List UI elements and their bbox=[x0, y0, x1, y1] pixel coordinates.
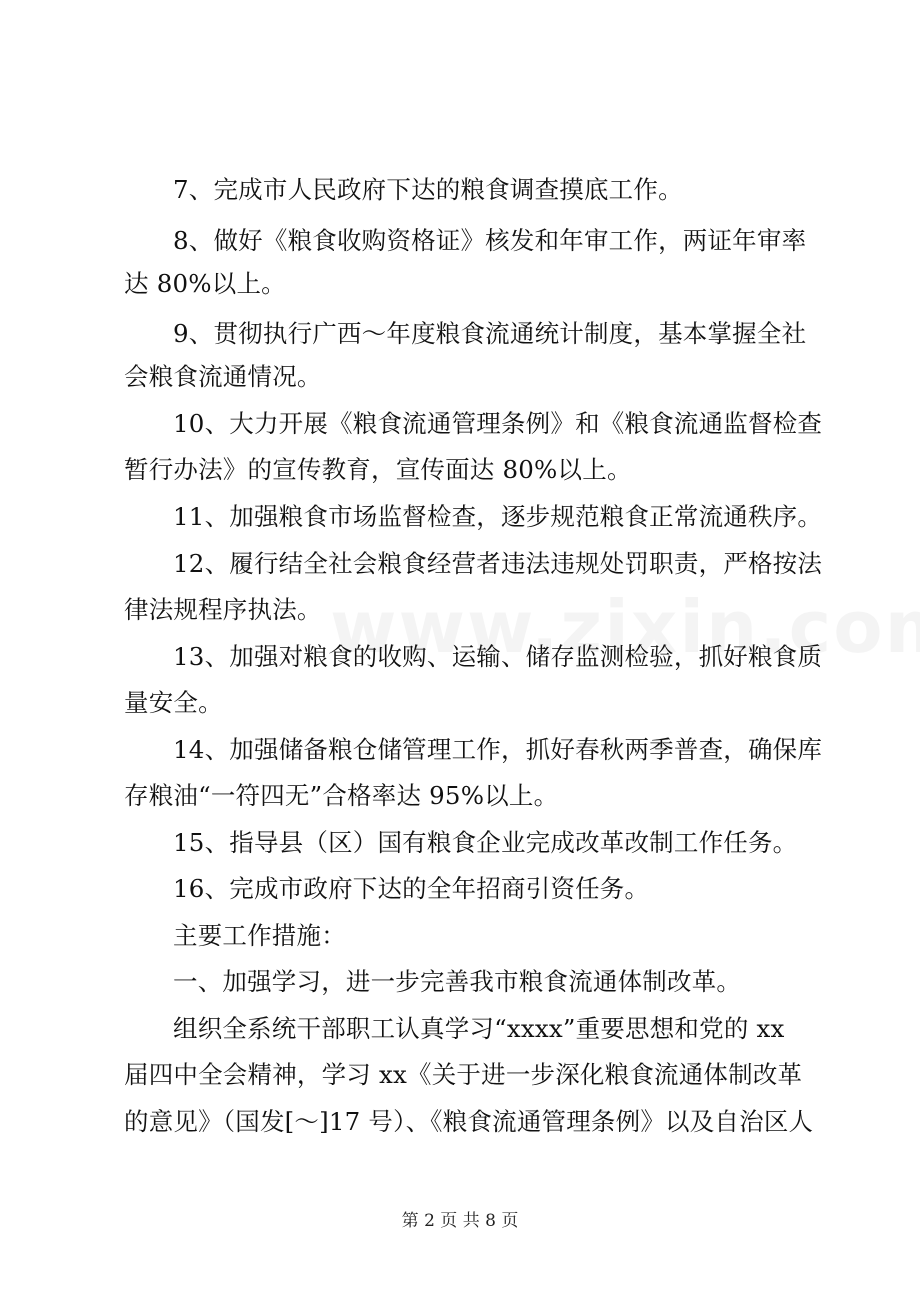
paragraph-line: 组织全系统干部职工认真学习“xxxx”重要思想和党的 xx bbox=[173, 1014, 785, 1043]
paragraph-line: 存粮油“一符四无”合格率达 95%以上。 bbox=[124, 781, 559, 810]
paragraph-line: 13、加强对粮食的收购、运输、储存监测检验，抓好粮食质 bbox=[173, 642, 823, 671]
section-heading: 一、加强学习，进一步完善我市粮食流通体制改革。 bbox=[173, 967, 742, 996]
paragraph-line: 16、完成市政府下达的全年招商引资任务。 bbox=[173, 874, 650, 903]
paragraph-line: 届四中全会精神，学习 xx《关于进一步深化粮食流通体制改革 bbox=[124, 1060, 803, 1089]
paragraph-line: 的意见》（国发[～]17 号）、《粮食流通管理条例》以及自治区人 bbox=[124, 1107, 814, 1136]
section-heading: 主要工作措施： bbox=[173, 921, 346, 950]
paragraph-line: 7、完成市人民政府下达的粮食调查摸底工作。 bbox=[173, 175, 683, 204]
paragraph-line: 9、贯彻执行广西～年度粮食流通统计制度，基本掌握全社 bbox=[173, 319, 807, 348]
paragraph-line: 达 80%以上。 bbox=[124, 269, 286, 298]
paragraph-line: 15、指导县（区）国有粮食企业完成改革改制工作任务。 bbox=[173, 828, 798, 857]
paragraph-line: 12、履行结全社会粮食经营者违法违规处罚职责，严格按法 bbox=[173, 549, 823, 578]
paragraph-line: 10、大力开展《粮食流通管理条例》和《粮食流通监督检查 bbox=[173, 409, 823, 438]
paragraph-line: 11、加强粮食市场监督检查，逐步规范粮食正常流通秩序。 bbox=[173, 502, 823, 531]
paragraph-line: 律法规程序执法。 bbox=[124, 595, 322, 624]
paragraph-line: 暂行办法》的宣传教育，宣传面达 80%以上。 bbox=[124, 455, 632, 484]
page-footer: 第 2 页 共 8 页 bbox=[401, 1211, 519, 1231]
paragraph-line: 8、做好《粮食收购资格证》核发和年审工作，两证年审率 bbox=[173, 226, 807, 255]
paragraph-line: 会粮食流通情况。 bbox=[124, 362, 322, 391]
paragraph-line: 14、加强储备粮仓储管理工作，抓好春秋两季普查，确保库 bbox=[173, 735, 823, 764]
paragraph-line: 量安全。 bbox=[124, 688, 223, 717]
